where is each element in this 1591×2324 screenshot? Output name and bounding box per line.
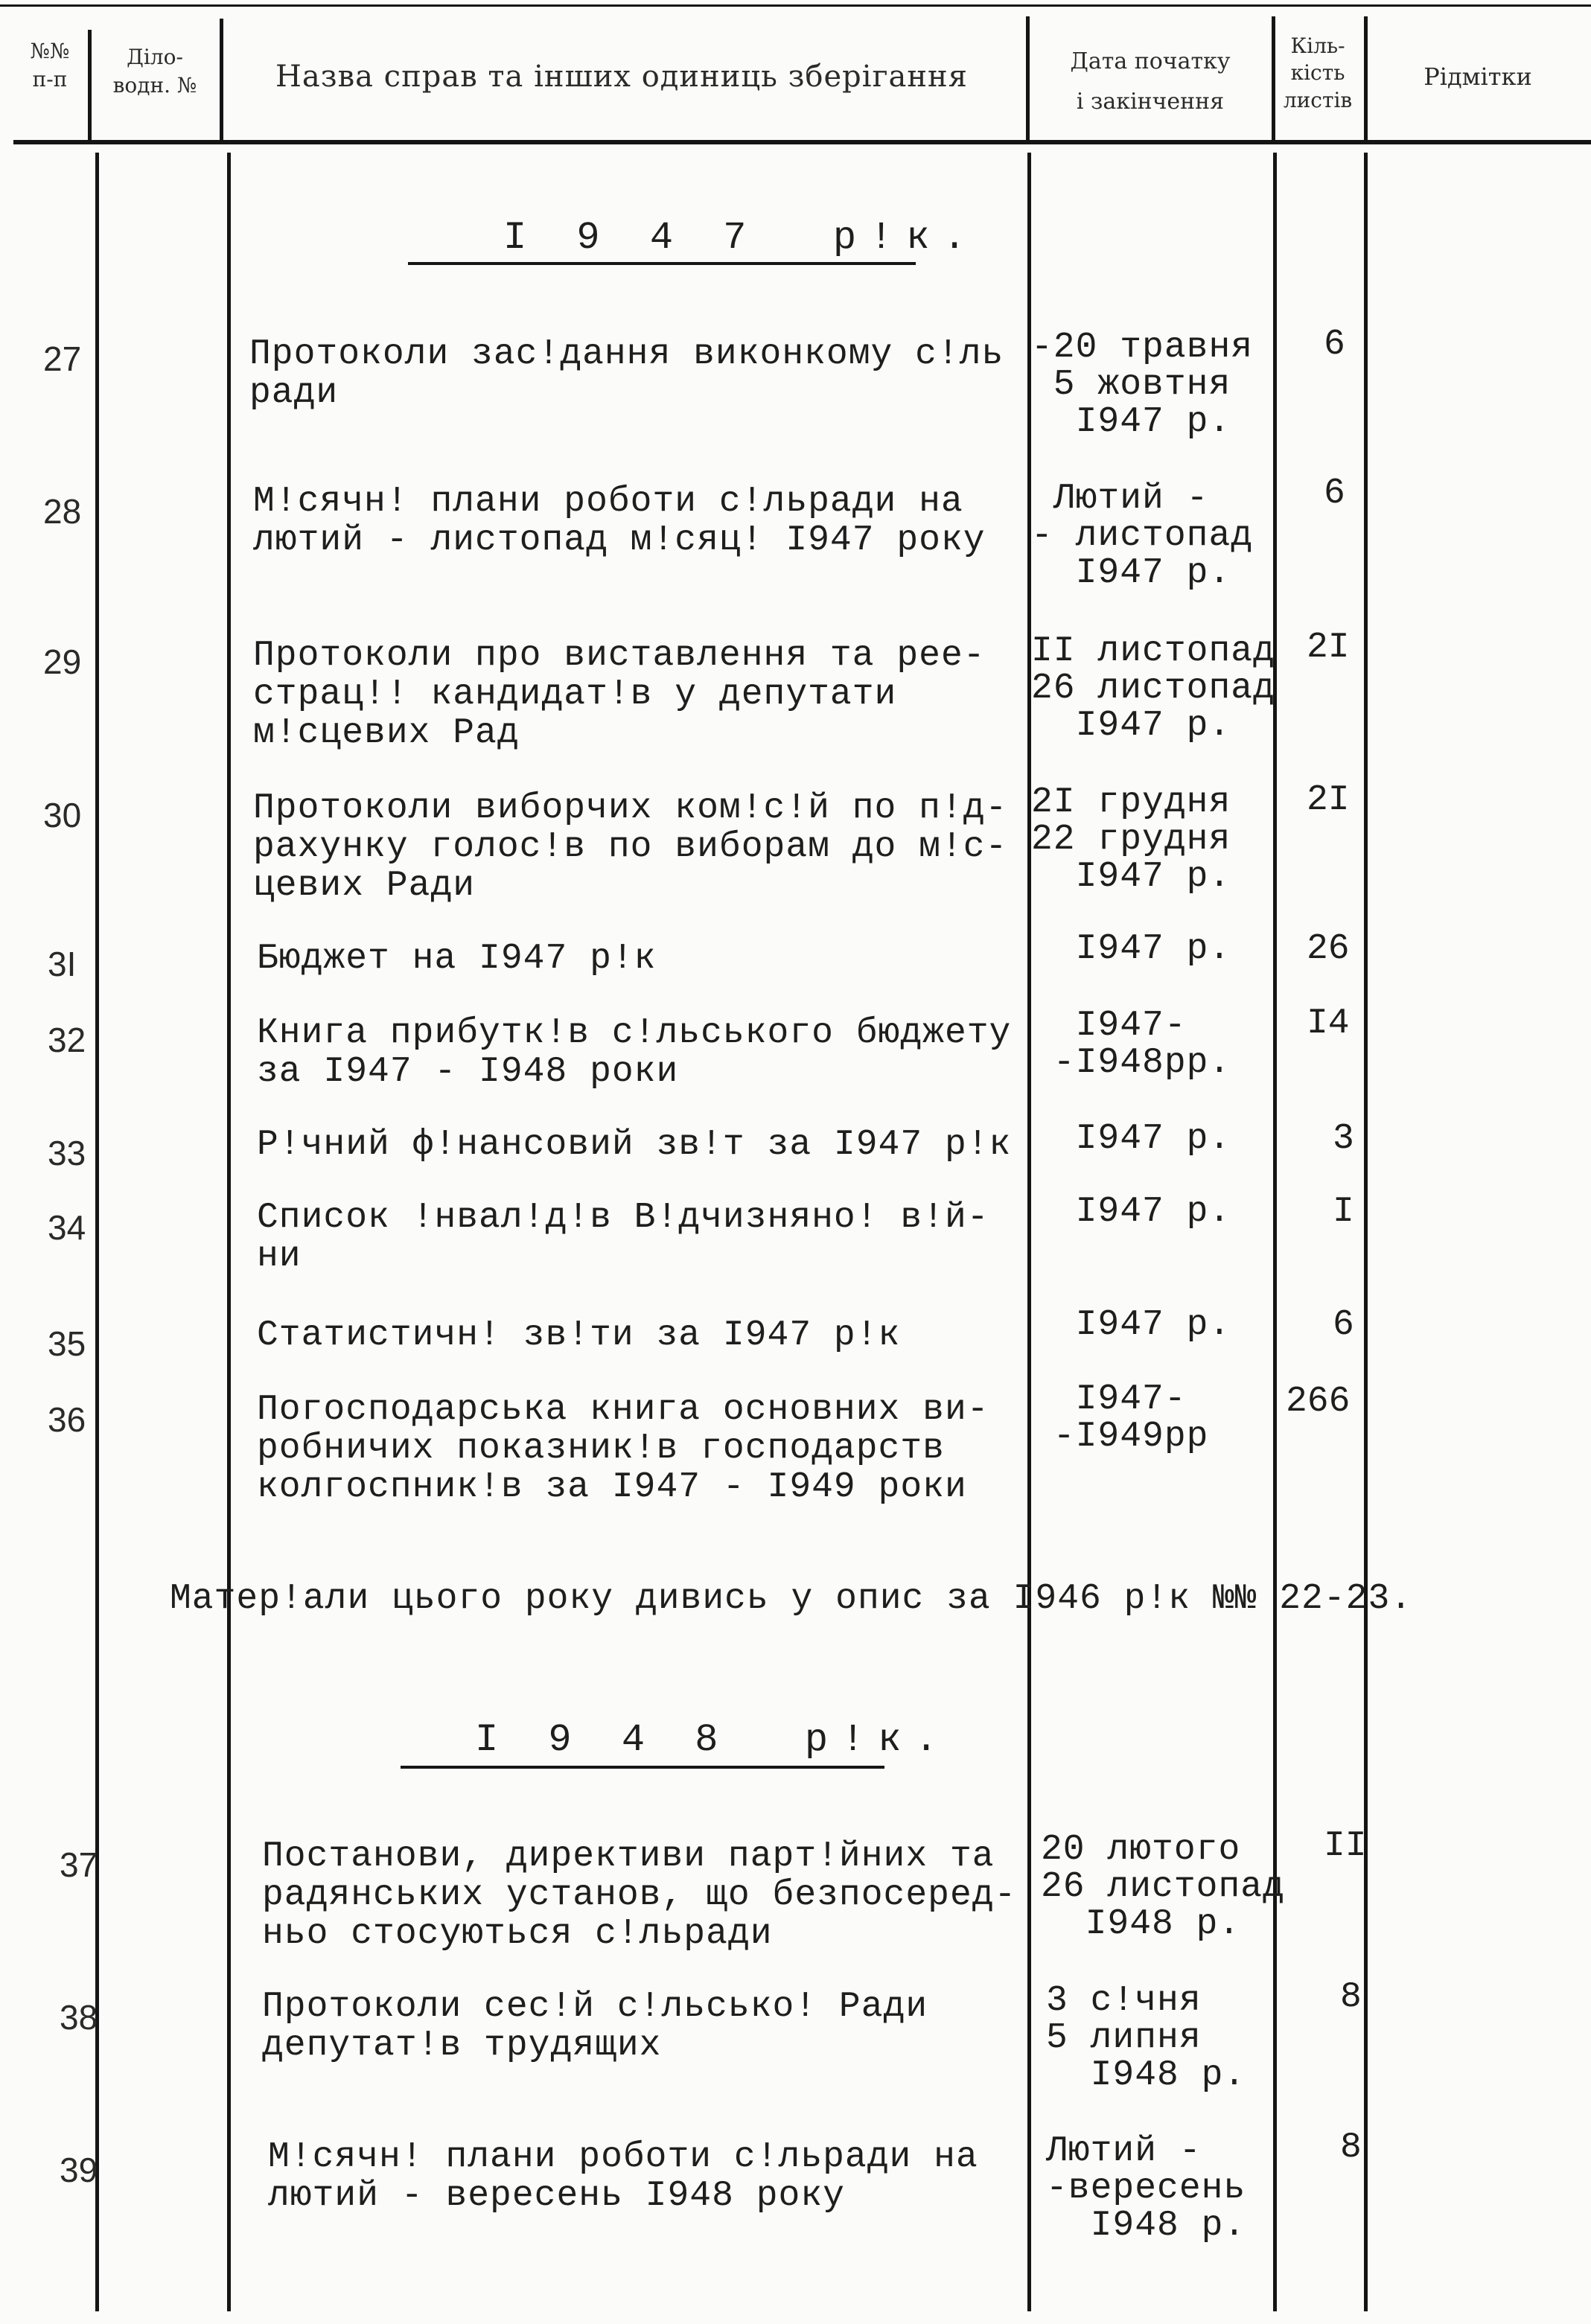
- row-number: 37: [60, 1845, 98, 1884]
- row-title: Список !нвал!д!в В!дчизняно! в!й- ни: [257, 1198, 989, 1277]
- row-title: Протоколи про виставлення та рее- страц!! кандидат!в у депутати м!сцевих Рад: [253, 636, 986, 753]
- header-divider: [1026, 16, 1030, 141]
- row-dates: I947 р.: [1031, 1119, 1231, 1159]
- cross-reference-note: Матер!али цього року дивись у опис за I946 р!к №№ 22-23.: [170, 1579, 1413, 1619]
- row-number: 34: [48, 1208, 86, 1247]
- column-line-notes: [1364, 153, 1368, 2311]
- row-count: 2I: [1307, 780, 1350, 820]
- row-count: 3: [1333, 1119, 1354, 1159]
- row-number: 35: [48, 1324, 86, 1363]
- row-title: Погосподарська книга основних ви- робничих показник!в господарств колгоспник!в за I947 - I949 роки: [257, 1390, 989, 1507]
- row-dates: 3 с!чня 5 липня I948 р.: [1046, 1981, 1246, 2095]
- header-col-number: №№ п-п: [30, 39, 70, 92]
- row-dates: 2I грудня 22 грудня I947 р.: [1031, 782, 1231, 897]
- year-heading-1948: I 9 4 8 р!к.: [475, 1718, 951, 1762]
- row-dates: Лютий - - листопад I947 р.: [1031, 479, 1254, 593]
- row-dates: -20 травня 5 жовтня I947 р.: [1031, 328, 1254, 442]
- header-col-dates: Дата початку і закінчення: [1070, 48, 1231, 115]
- row-number: 29: [43, 642, 82, 681]
- row-count: 2I: [1307, 628, 1350, 668]
- row-dates: Лютий - -вересень I948 р.: [1046, 2131, 1246, 2246]
- row-number: 38: [60, 1998, 98, 2037]
- row-title: Постанови, директиви парт!йних та радянських установ, що безпосеред- ньо стосуються с!льради: [262, 1836, 1017, 1954]
- row-count: I4: [1307, 1003, 1350, 1044]
- year-heading-underline: [408, 262, 916, 265]
- row-number: 27: [43, 339, 82, 378]
- row-title: Протоколи виборчих ком!с!й по п!д- рахунку голос!в по виборам до м!с- цевих Ради: [253, 788, 1008, 906]
- column-line-title: [227, 153, 231, 2311]
- header-col-office-number: Діло- водн. №: [112, 45, 197, 98]
- row-title: М!сячн! плани роботи с!льради на лютий - листопад м!сяц! I947 року: [253, 482, 986, 561]
- row-count: 6: [1324, 325, 1345, 365]
- row-title: Статистичн! зв!ти за I947 р!к: [257, 1315, 901, 1356]
- row-dates: I947 р.: [1031, 1192, 1231, 1232]
- row-count: 8: [1340, 2127, 1362, 2168]
- row-count: 8: [1340, 1977, 1362, 2017]
- column-line-dates: [1027, 153, 1031, 2311]
- header-divider: [220, 19, 223, 141]
- header-col-notes: Рідмітки: [1423, 63, 1532, 91]
- row-number: 3I: [48, 945, 77, 983]
- row-title: Книга прибутк!в с!льського бюджету за I947 - I948 роки: [257, 1013, 1012, 1092]
- row-count: 26: [1307, 929, 1350, 969]
- year-heading-underline: [401, 1766, 884, 1769]
- row-number: 32: [48, 1021, 86, 1059]
- row-dates: I947 р.: [1031, 1305, 1231, 1345]
- row-count: 6: [1333, 1305, 1354, 1345]
- row-title: Протоколи сес!й с!льсько! Ради депутат!в трудящих: [262, 1987, 928, 2066]
- header-divider: [88, 30, 92, 141]
- column-line-count: [1273, 153, 1277, 2311]
- row-count: II: [1324, 1826, 1367, 1866]
- row-title: Протоколи зас!дання виконкому с!ль ради: [249, 334, 1004, 413]
- row-title: Бюджет на I947 р!к: [257, 939, 657, 979]
- year-heading-1947: I 9 4 7 р!к.: [503, 216, 980, 260]
- header-bottom-rule: [13, 140, 1591, 144]
- row-number: 39: [60, 2151, 98, 2189]
- row-number: 36: [48, 1400, 86, 1439]
- header-col-sheet-count: Кіль- кість листів: [1283, 33, 1353, 112]
- row-number: 28: [43, 492, 82, 531]
- row-dates: I947 р.: [1031, 929, 1231, 969]
- row-dates: 20 лютого 26 листопад I948 р.: [1041, 1830, 1285, 1944]
- row-count: 6: [1324, 473, 1345, 514]
- row-count: I: [1333, 1192, 1354, 1232]
- row-title: М!сячн! плани роботи с!льради на лютий - вересень I948 року: [268, 2137, 978, 2216]
- row-count: 266: [1286, 1382, 1351, 1422]
- header-divider: [1272, 16, 1275, 141]
- row-dates: I947- -I948рр.: [1053, 1006, 1231, 1083]
- row-number: 30: [43, 796, 82, 834]
- top-rule: [0, 4, 1591, 7]
- header-divider: [1364, 16, 1368, 141]
- row-title: Р!чний ф!нансовий зв!т за I947 р!к: [257, 1125, 1012, 1165]
- column-line-office: [95, 153, 99, 2311]
- row-number: 33: [48, 1134, 86, 1172]
- row-dates: II листопад 26 листопад I947 р.: [1031, 631, 1275, 746]
- row-dates: I947- -I949рр: [1053, 1379, 1209, 1457]
- header-col-title: Назва справ та інших одиниць зберігання: [275, 60, 968, 94]
